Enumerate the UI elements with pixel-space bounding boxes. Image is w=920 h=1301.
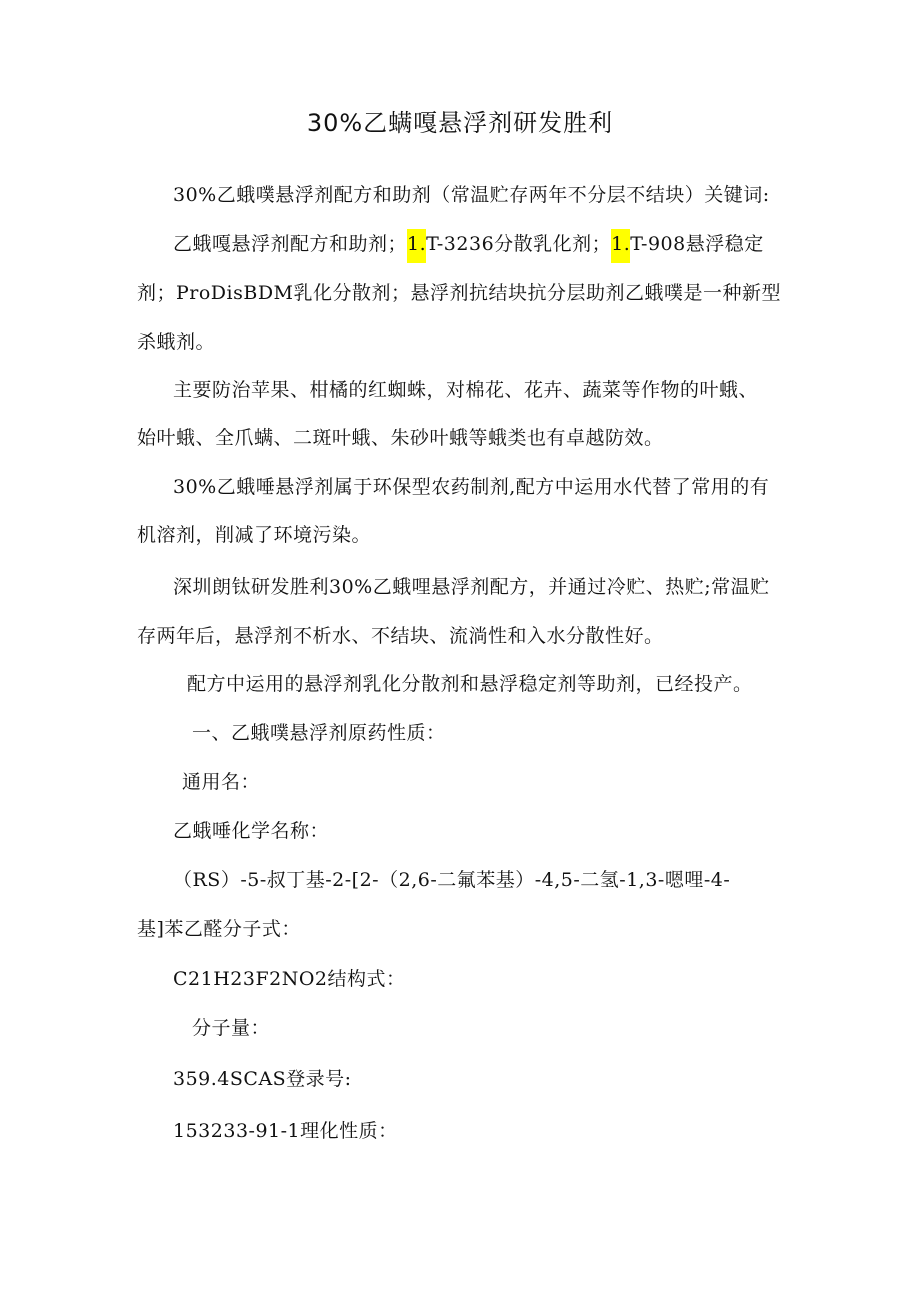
text-segment: T-908悬浮稳定 — [630, 233, 764, 255]
cas-number: 153233-91-1理化性质： — [173, 1120, 398, 1142]
section-heading: 一、乙蛾噗悬浮剂原药性质： — [192, 722, 446, 744]
text-segment: T-3236分散乳化剂； — [426, 233, 612, 255]
highlighted-text: 1. — [407, 229, 426, 263]
chemical-name-line-1: （RS）-5-叔丁基-2-[2-（2,6-二氟苯基）-4,5-二氢-1,3-嗯哩-4- — [173, 869, 731, 891]
highlighted-text: 1. — [611, 229, 630, 263]
paragraph-keywords-line-2 — [173, 229, 764, 256]
text-segment: 乙蛾嘎悬浮剂配方和助剂； — [173, 233, 408, 255]
paragraph-eco-line-2: 机溶剂，削减了环境污染。 — [137, 524, 372, 546]
molecular-formula: C21H23F2NO2结构式： — [173, 968, 406, 990]
paragraph-keywords-line-4: 杀蛾剂。 — [137, 331, 216, 353]
paragraph-eco-line-1: 30%乙蛾唾悬浮剂属于环保型农药制剂,配方中运用水代替了常用的有 — [173, 476, 770, 498]
field-common-name: 通用名： — [182, 771, 261, 793]
paragraph-production: 配方中运用的悬浮剂乳化分散剂和悬浮稳定剂等助剂，已经投产。 — [187, 673, 753, 695]
paragraph-targets-line-2: 始叶蛾、全爪螨、二斑叶蛾、朱砂叶蛾等蛾类也有卓越防效。 — [137, 427, 664, 449]
field-chemical-name: 乙蛾唾化学名称： — [173, 820, 330, 842]
paragraph-keywords-line-3: 剂；ProDisBDM乳化分散剂；悬浮剂抗结块抗分层助剂乙蛾噗是一种新型 — [137, 282, 782, 304]
document-title: 30%乙螨嘎悬浮剂研发胜利 — [306, 109, 614, 137]
paragraph-targets-line-1: 主要防治苹果、柑橘的红蜘蛛，对棉花、花卉、蔬菜等作物的叶蛾、 — [173, 379, 759, 401]
chemical-name-line-2: 基]苯乙醛分子式： — [137, 918, 301, 940]
paragraph-keywords-line-1: 30%乙蛾噗悬浮剂配方和助剂（常温贮存两年不分层不结块）关键词: — [173, 184, 770, 206]
paragraph-rd-line-2: 存两年后，悬浮剂不析水、不结块、流淌性和入水分散性好。 — [137, 625, 664, 647]
molecular-weight-cas: 359.4SCAS登录号: — [173, 1068, 352, 1090]
field-molecular-weight: 分子量： — [192, 1017, 271, 1039]
paragraph-rd-line-1: 深圳朗钛研发胜利30%乙蛾哩悬浮剂配方，并通过冷贮、热贮;常温贮 — [173, 576, 770, 598]
